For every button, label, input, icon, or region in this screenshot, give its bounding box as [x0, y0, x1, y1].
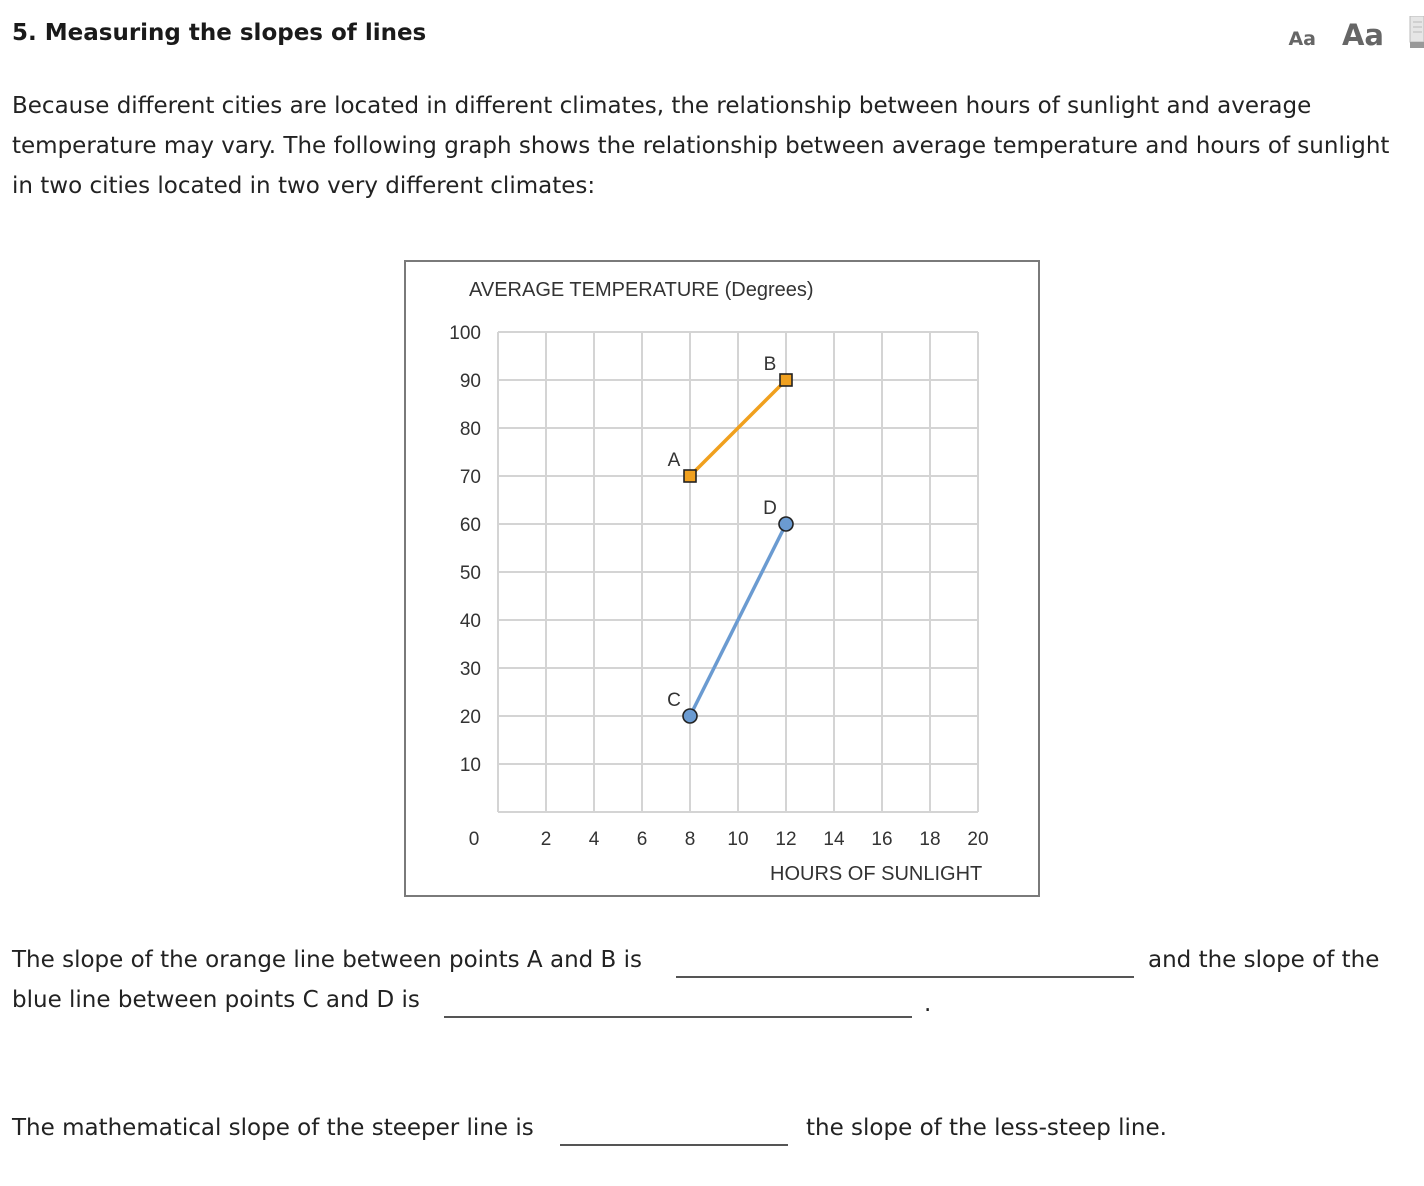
x-tick-label: 2 — [540, 829, 552, 850]
point-b-label: B — [763, 354, 777, 375]
y-tick-label: 10 — [459, 755, 481, 776]
x-tick-label: 18 — [919, 829, 941, 850]
chart — [406, 262, 1042, 899]
chart-title: AVERAGE TEMPERATURE (Degrees) — [469, 279, 814, 301]
point-d-marker — [779, 517, 793, 531]
q1-blank-blue-slope[interactable] — [444, 1016, 912, 1018]
y-tick-label: 70 — [459, 467, 481, 488]
axis-ticks — [449, 323, 988, 850]
decrease-font-button[interactable]: Aa — [1288, 28, 1316, 50]
x-tick-label: 8 — [684, 829, 696, 850]
point-c-marker — [683, 709, 697, 723]
x-tick-label: 16 — [871, 829, 893, 850]
x-tick-label: 6 — [636, 829, 648, 850]
x-axis-label: HOURS OF SUNLIGHT — [770, 863, 983, 885]
document-icon[interactable] — [1406, 16, 1424, 48]
q1-text-part2: and the slope of the — [1148, 947, 1380, 973]
y-tick-label: 50 — [459, 563, 481, 584]
y-tick-label: 20 — [459, 707, 481, 728]
x-tick-label: 10 — [727, 829, 749, 850]
point-a-label: A — [667, 450, 681, 471]
point-c-label: C — [667, 690, 681, 711]
x-tick-label: 20 — [967, 829, 989, 850]
point-b-marker — [780, 374, 792, 386]
y-tick-label: 60 — [459, 515, 481, 536]
font-size-controls — [1288, 18, 1384, 52]
q1-text-part3: blue line between points C and D is — [12, 987, 420, 1013]
y-tick-label: 90 — [459, 371, 481, 392]
q1-period: . — [924, 991, 932, 1017]
increase-font-button[interactable]: Aa — [1341, 18, 1384, 52]
x-tick-label: 12 — [775, 829, 797, 850]
intro-paragraph: Because different cities are located in different climates, the relationship between hours of sunlight and average temperature may vary. The following graph shows the relationship between average temperature and hours of sunlight in two cities located in two very different climates: — [12, 93, 1390, 199]
q1-text-part1: The slope of the orange line between points A and B is — [12, 947, 643, 973]
x-tick-label: 14 — [823, 829, 845, 850]
q2-blank-comparison[interactable] — [560, 1144, 788, 1146]
y-tick-label: 30 — [459, 659, 481, 680]
graph-panel — [404, 260, 1040, 897]
point-a-marker — [684, 470, 696, 482]
q1-blank-orange-slope[interactable] — [676, 976, 1134, 978]
question-heading: 5. Measuring the slopes of lines — [12, 20, 427, 46]
x-tick-label: 0 — [468, 829, 480, 850]
grid — [498, 332, 978, 812]
q2-text-part1: The mathematical slope of the steeper line is — [12, 1115, 534, 1141]
y-tick-label: 80 — [459, 419, 481, 440]
y-tick-label: 40 — [459, 611, 481, 632]
point-d-label: D — [763, 498, 777, 519]
y-tick-label: 100 — [449, 323, 481, 344]
q2-text-part2: the slope of the less-steep line. — [806, 1115, 1167, 1141]
x-tick-label: 4 — [588, 829, 600, 850]
